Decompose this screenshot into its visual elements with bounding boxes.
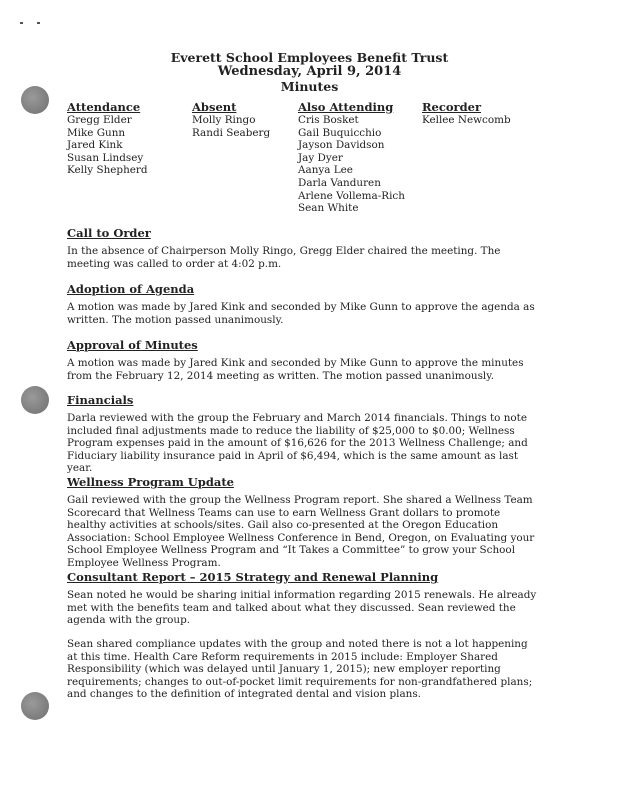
column-heading: Recorder [422, 100, 482, 114]
guest-name: Cris Bosket [298, 114, 359, 126]
guest-name: Sean White [298, 202, 359, 215]
attendee-name: Susan Lindsey [67, 151, 144, 164]
recorder-column [422, 100, 511, 127]
guest-name: Jayson Davidson [298, 139, 385, 152]
section-heading: Financials [67, 393, 134, 407]
scan-artifact [20, 9, 58, 12]
section-text: Gail reviewed with the group the Wellness Program report. She shared a Wellness Team Scorecard that Wellness Teams can use to earn Wellness Grant dollars to promote healthy activities at schools/sites. Gail also co-presented at the Oregon Education Association: School Employee Wellness Conference in Bend, Oregon, on Evaluating your School Employee Wellness Program and “It Takes a Committee” to grow your School Employee Wellness Program. [67, 494, 535, 569]
section-heading: Call to Order [67, 226, 151, 240]
section-text: Sean noted he would be sharing initial information regarding 2015 renewals. He already met with the benefits team and talked about what they discussed. Sean reviewed the agenda with the group. [67, 589, 537, 627]
section-adoption-of-agenda [67, 282, 537, 326]
section-text: A motion was made by Jared Kink and seconded by Mike Gunn to approve the minutes from the February 12, 2014 meeting as written. The motion passed unanimously. [67, 357, 524, 382]
section-wellness-program-update [67, 475, 537, 570]
section-heading: Approval of Minutes [67, 338, 198, 352]
section-heading: Consultant Report – 2015 Strategy and Renewal Planning [67, 570, 439, 584]
attendee-name: Mike Gunn [67, 126, 126, 139]
column-heading: Attendance [67, 100, 141, 114]
punch-hole-bottom [21, 692, 49, 720]
section-consultant-report [67, 570, 537, 627]
section-heading: Wellness Program Update [67, 475, 234, 489]
section-approval-of-minutes [67, 338, 537, 382]
guest-name: Darla Vanduren [298, 176, 381, 189]
guest-name: Aanya Lee [298, 164, 353, 177]
section-financials [67, 393, 537, 475]
attendee-name: Kelly Shepherd [67, 164, 148, 177]
meeting-date: Wednesday, April 9, 2014 [217, 64, 402, 79]
section-text: In the absence of Chairperson Molly Ringo, Gregg Elder chaired the meeting. The meeting was called to order at 4:02 p.m. [67, 245, 501, 270]
section-heading: Adoption of Agenda [67, 282, 195, 296]
absent-name: Molly Ringo [192, 114, 256, 126]
section-text: A motion was made by Jared Kink and seconded by Mike Gunn to approve the agenda as written. The motion passed unanimously. [67, 301, 535, 326]
section-text-continued: Sean shared compliance updates with the group and noted there is not a lot happening at this time. Health Care Reform requirements in 2015 include: Employer Shared Responsibility (which was delayed until January 1, 2015); new employer reporting requirements; changes to out-of-pocket limit requirements for non-grandfathered plans; and changes to the definition of integrated dental and vision plans. [67, 638, 533, 701]
guest-name: Jay Dyer [298, 151, 343, 164]
column-heading: Absent [192, 100, 237, 114]
attendee-name: Gregg Elder [67, 114, 132, 126]
guest-name: Gail Buquicchio [298, 126, 382, 139]
attendance-column [67, 100, 148, 177]
doc-type: Minutes [280, 79, 339, 94]
recorder-name: Kellee Newcomb [422, 114, 511, 126]
section-call-to-order [67, 226, 537, 270]
org-title: Everett School Employees Benefit Trust [170, 50, 449, 65]
column-heading: Also Attending [298, 100, 394, 114]
guest-name: Arlene Vollema-Rich [298, 189, 405, 202]
punch-hole-middle [21, 386, 49, 414]
section-text: Darla reviewed with the group the February and March 2014 financials. Things to note included final adjustments made to reduce the liability of $25,000 to $0.00; Wellness Program expenses paid in the amount of $16,626 for the 2013 Wellness Challenge; and Fiduciary liability insurance paid in April of $6,494, which is the same amount as last year. [67, 412, 528, 475]
also-attending-column [298, 100, 405, 215]
absent-column [192, 100, 270, 139]
absent-name: Randi Seaberg [192, 126, 271, 139]
attendee-name: Jared Kink [67, 139, 123, 152]
